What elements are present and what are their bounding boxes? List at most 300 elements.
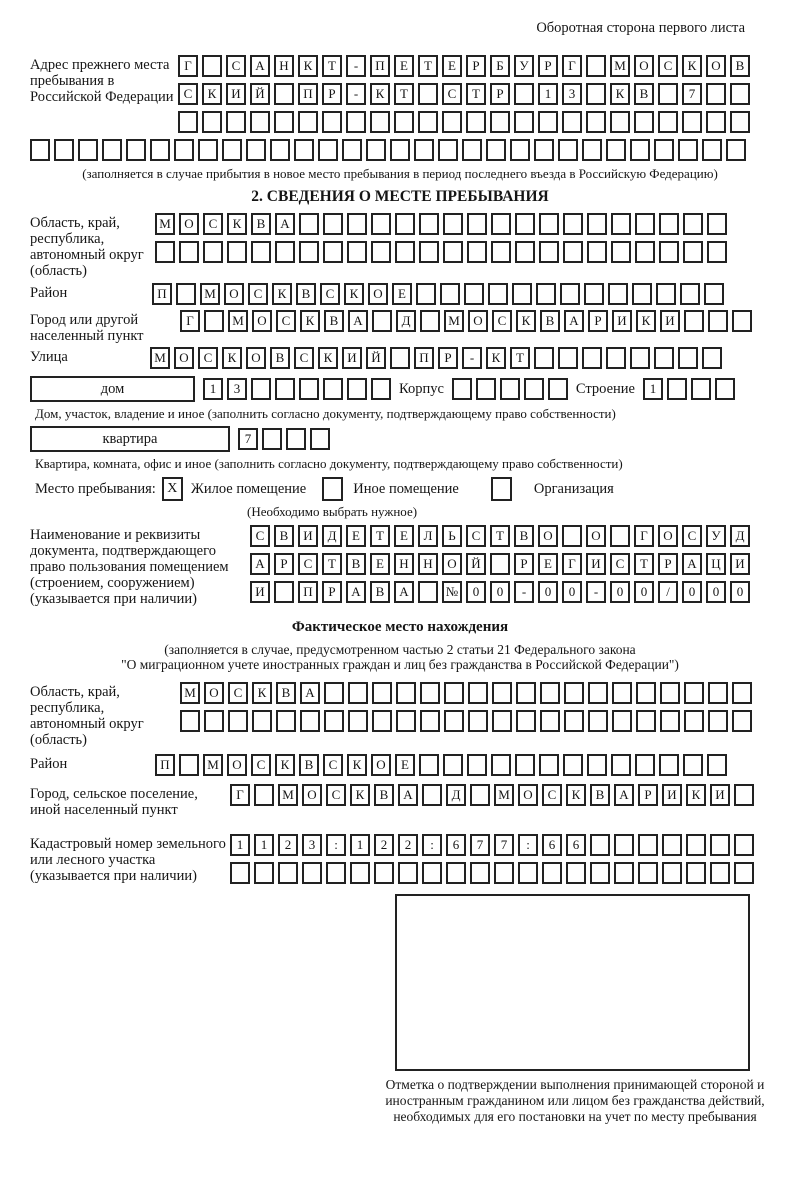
char-cell: Г — [562, 553, 582, 575]
char-cell: В — [270, 347, 290, 369]
char-cell — [262, 428, 282, 450]
char-box-row — [230, 862, 754, 884]
char-cell — [324, 682, 344, 704]
char-cell: К — [344, 283, 364, 305]
char-cell — [610, 525, 630, 547]
char-cell — [286, 428, 306, 450]
char-cell — [658, 111, 678, 133]
char-cell: О — [658, 525, 678, 547]
char-cell: К — [682, 55, 702, 77]
char-cell: О — [204, 682, 224, 704]
char-cell: К — [275, 754, 295, 776]
char-cell: К — [370, 83, 390, 105]
char-cell — [524, 378, 544, 400]
char-cell: Е — [395, 754, 415, 776]
char-box-row — [178, 83, 750, 105]
char-cell: К — [298, 55, 318, 77]
char-cell — [660, 710, 680, 732]
char-cell — [180, 710, 200, 732]
char-cell: С — [320, 283, 340, 305]
char-cell: С — [178, 83, 198, 105]
char-cell — [370, 111, 390, 133]
char-cell — [348, 682, 368, 704]
char-cell — [274, 111, 294, 133]
char-cell — [374, 862, 394, 884]
char-cell: К — [222, 347, 242, 369]
char-cell — [588, 710, 608, 732]
char-cell — [302, 862, 322, 884]
char-cell — [30, 139, 50, 161]
char-cell — [398, 862, 418, 884]
char-box-row — [230, 784, 754, 806]
char-cell — [347, 213, 367, 235]
char-cell — [686, 862, 706, 884]
char-cell: 0 — [610, 581, 630, 603]
char-cell: Й — [466, 553, 486, 575]
char-cell: У — [514, 55, 534, 77]
char-cell: М — [150, 347, 170, 369]
char-cell: Н — [274, 55, 294, 77]
char-cell — [686, 834, 706, 856]
document-rows — [250, 525, 750, 603]
char-cell — [635, 754, 655, 776]
char-cell: 7 — [682, 83, 702, 105]
char-cell — [323, 241, 343, 263]
char-cell — [562, 525, 582, 547]
house-note: Дом, участок, владение и иное (заполнить согласно документу, подтверждающему право собственности) — [35, 406, 616, 421]
char-cell — [659, 241, 679, 263]
char-cell — [254, 862, 274, 884]
char-cell — [730, 83, 750, 105]
option-dwelling-label: Жилое помещение — [190, 480, 307, 497]
char-cell: А — [348, 310, 368, 332]
fact-district-label: Район — [30, 756, 68, 772]
char-cell: А — [564, 310, 584, 332]
char-cell: / — [658, 581, 678, 603]
char-cell: 1 — [203, 378, 223, 400]
char-cell: А — [250, 553, 270, 575]
char-cell — [606, 347, 626, 369]
char-cell — [636, 682, 656, 704]
char-cell — [611, 213, 631, 235]
char-cell: - — [586, 581, 606, 603]
char-cell — [492, 682, 512, 704]
char-cell — [251, 378, 271, 400]
char-cell: 0 — [730, 581, 750, 603]
char-cell — [680, 283, 700, 305]
char-cell — [222, 139, 242, 161]
char-cell — [632, 283, 652, 305]
fact-city-field — [30, 784, 800, 818]
char-cell: К — [300, 310, 320, 332]
char-cell: В — [514, 525, 534, 547]
char-cell — [342, 139, 362, 161]
char-cell: П — [298, 83, 318, 105]
char-cell: М — [180, 682, 200, 704]
char-cell: Т — [322, 55, 342, 77]
char-cell: К — [350, 784, 370, 806]
char-cell — [540, 710, 560, 732]
char-cell: Т — [418, 55, 438, 77]
char-cell — [467, 241, 487, 263]
char-cell — [179, 754, 199, 776]
char-cell — [299, 378, 319, 400]
char-cell — [611, 241, 631, 263]
stay-type-row — [35, 477, 800, 501]
char-cell — [708, 682, 728, 704]
char-cell — [539, 241, 559, 263]
char-cell — [662, 862, 682, 884]
char-cell — [587, 241, 607, 263]
char-cell — [683, 241, 703, 263]
char-cell: Т — [634, 553, 654, 575]
checkbox-organization — [491, 477, 512, 501]
char-cell — [564, 682, 584, 704]
char-cell: 0 — [706, 581, 726, 603]
char-cell — [179, 241, 199, 263]
char-cell: В — [374, 784, 394, 806]
char-cell — [500, 378, 520, 400]
char-cell: М — [278, 784, 298, 806]
char-cell — [440, 283, 460, 305]
char-cell — [614, 862, 634, 884]
char-cell: : — [422, 834, 442, 856]
char-cell — [683, 754, 703, 776]
char-cell — [667, 378, 687, 400]
char-cell — [582, 139, 602, 161]
option-other-premise-label: Иное помещение — [353, 480, 459, 497]
char-cell: С — [251, 754, 271, 776]
char-cell — [155, 241, 175, 263]
char-cell — [274, 83, 294, 105]
char-cell — [563, 213, 583, 235]
char-cell — [691, 378, 711, 400]
fact-region-field — [30, 682, 800, 748]
char-cell: И — [586, 553, 606, 575]
char-cell: Р — [588, 310, 608, 332]
char-cell — [274, 581, 294, 603]
char-cell: А — [346, 581, 366, 603]
char-cell: Г — [180, 310, 200, 332]
char-cell — [54, 139, 74, 161]
char-cell: К — [516, 310, 536, 332]
char-cell — [514, 111, 534, 133]
street-field — [30, 347, 800, 369]
char-cell — [446, 862, 466, 884]
char-cell: К — [636, 310, 656, 332]
char-cell — [708, 310, 728, 332]
char-cell: Е — [392, 283, 412, 305]
char-box-row — [178, 111, 750, 133]
char-cell: В — [276, 682, 296, 704]
stay-type-note: (Необходимо выбрать нужное) — [247, 504, 418, 519]
char-cell — [230, 862, 250, 884]
char-cell — [322, 111, 342, 133]
char-cell: П — [155, 754, 175, 776]
char-cell — [254, 784, 274, 806]
char-cell — [422, 862, 442, 884]
char-cell: - — [346, 55, 366, 77]
char-cell: Г — [634, 525, 654, 547]
char-cell — [538, 111, 558, 133]
cadastral-rows — [230, 834, 754, 884]
char-cell: Е — [346, 525, 366, 547]
char-cell: Ц — [706, 553, 726, 575]
char-cell — [590, 862, 610, 884]
char-cell — [588, 682, 608, 704]
char-cell — [539, 754, 559, 776]
char-cell — [299, 241, 319, 263]
char-cell: К — [566, 784, 586, 806]
actual-location-note1: (заполняется в случае, предусмотренном частью 2 статьи 21 Федерального закона — [164, 642, 636, 657]
char-cell — [323, 213, 343, 235]
char-cell: Л — [418, 525, 438, 547]
char-cell — [372, 710, 392, 732]
char-cell: К — [272, 283, 292, 305]
char-cell: С — [294, 347, 314, 369]
char-cell — [420, 310, 440, 332]
char-cell — [466, 111, 486, 133]
char-cell: В — [274, 525, 294, 547]
char-cell: О — [302, 784, 322, 806]
char-box-row — [180, 310, 752, 332]
char-cell: С — [492, 310, 512, 332]
actual-location-title: Фактическое место нахождения — [291, 619, 509, 635]
char-box-row — [250, 581, 750, 603]
char-cell — [416, 283, 436, 305]
char-cell: О — [224, 283, 244, 305]
char-cell: Б — [490, 55, 510, 77]
char-cell: Н — [418, 553, 438, 575]
char-cell: К — [202, 83, 222, 105]
char-cell — [635, 241, 655, 263]
char-cell — [178, 111, 198, 133]
char-box-row — [230, 834, 754, 856]
char-cell: И — [660, 310, 680, 332]
prev-address-rows — [178, 55, 750, 133]
char-cell — [706, 111, 726, 133]
char-cell: 1 — [254, 834, 274, 856]
char-cell — [654, 347, 674, 369]
char-cell: Р — [490, 83, 510, 105]
char-cell: С — [326, 784, 346, 806]
char-cell: Р — [514, 553, 534, 575]
char-cell — [635, 213, 655, 235]
stamp-area-box — [395, 894, 750, 1071]
char-cell: В — [590, 784, 610, 806]
char-cell: 1 — [350, 834, 370, 856]
char-cell: Р — [438, 347, 458, 369]
checkbox-dwelling: X — [162, 477, 183, 501]
char-cell — [587, 213, 607, 235]
char-cell — [298, 111, 318, 133]
char-cell — [251, 241, 271, 263]
char-cell: 7 — [238, 428, 258, 450]
char-cell — [708, 710, 728, 732]
char-cell — [659, 754, 679, 776]
char-cell: П — [414, 347, 434, 369]
char-cell: С — [226, 55, 246, 77]
char-cell: П — [298, 581, 318, 603]
char-cell: К — [252, 682, 272, 704]
char-cell — [396, 710, 416, 732]
char-cell — [250, 111, 270, 133]
char-cell: : — [518, 834, 538, 856]
char-cell — [734, 784, 754, 806]
char-cell: 2 — [278, 834, 298, 856]
char-cell — [734, 834, 754, 856]
char-cell: Т — [490, 525, 510, 547]
char-cell — [634, 111, 654, 133]
char-cell — [656, 283, 676, 305]
char-cell: П — [152, 283, 172, 305]
char-cell — [683, 213, 703, 235]
document-field — [30, 525, 800, 607]
char-cell — [494, 862, 514, 884]
char-cell — [420, 710, 440, 732]
char-cell: П — [370, 55, 390, 77]
char-cell — [684, 710, 704, 732]
char-cell — [608, 283, 628, 305]
char-cell — [252, 710, 272, 732]
char-cell: В — [299, 754, 319, 776]
char-cell — [612, 710, 632, 732]
char-cell — [566, 862, 586, 884]
char-cell: О — [179, 213, 199, 235]
char-cell — [444, 682, 464, 704]
city-label: Город или другой населенный пункт — [30, 312, 144, 344]
char-cell: Р — [322, 581, 342, 603]
char-cell — [394, 111, 414, 133]
char-cell — [732, 310, 752, 332]
char-cell: О — [706, 55, 726, 77]
char-cell — [539, 213, 559, 235]
char-cell: С — [276, 310, 296, 332]
char-box-row — [150, 347, 722, 369]
char-cell — [476, 378, 496, 400]
char-cell: И — [730, 553, 750, 575]
char-cell: М — [200, 283, 220, 305]
char-cell — [414, 139, 434, 161]
region-field — [30, 213, 800, 279]
char-cell: С — [298, 553, 318, 575]
char-cell — [176, 283, 196, 305]
char-cell: 3 — [562, 83, 582, 105]
char-cell — [638, 862, 658, 884]
char-cell: Т — [466, 83, 486, 105]
char-cell: С — [228, 682, 248, 704]
fact-district-field — [30, 754, 800, 776]
char-cell: Р — [466, 55, 486, 77]
char-cell: К — [610, 83, 630, 105]
house-row — [30, 376, 800, 402]
char-cell — [630, 347, 650, 369]
char-cell — [682, 111, 702, 133]
char-cell — [726, 139, 746, 161]
char-cell: : — [326, 834, 346, 856]
char-cell: Т — [394, 83, 414, 105]
char-cell: О — [252, 310, 272, 332]
char-cell: С — [442, 83, 462, 105]
char-cell — [732, 710, 752, 732]
char-box-row — [155, 754, 727, 776]
char-cell — [418, 581, 438, 603]
char-cell: В — [540, 310, 560, 332]
char-cell — [678, 139, 698, 161]
char-cell — [444, 710, 464, 732]
char-cell: О — [538, 525, 558, 547]
char-box-row — [452, 378, 568, 400]
char-cell — [371, 213, 391, 235]
char-cell: О — [634, 55, 654, 77]
char-cell — [536, 283, 556, 305]
char-cell — [396, 682, 416, 704]
char-cell — [582, 347, 602, 369]
char-cell — [204, 710, 224, 732]
char-cell: О — [518, 784, 538, 806]
char-cell: А — [275, 213, 295, 235]
char-cell: С — [323, 754, 343, 776]
char-cell: И — [710, 784, 730, 806]
korpus-label: Корпус — [399, 381, 444, 397]
char-cell: М — [444, 310, 464, 332]
char-cell: - — [346, 83, 366, 105]
char-cell — [654, 139, 674, 161]
char-cell: О — [442, 553, 462, 575]
char-cell — [638, 834, 658, 856]
char-cell — [462, 139, 482, 161]
cadastral-label: Кадастровый номер земельного или лесного участка (указывается при наличии) — [30, 836, 226, 884]
char-cell — [707, 754, 727, 776]
char-cell: М — [228, 310, 248, 332]
region-label: Область, край, республика, автономный округ (область) — [30, 215, 144, 279]
char-cell: Т — [370, 525, 390, 547]
char-cell: 7 — [494, 834, 514, 856]
char-cell — [198, 139, 218, 161]
stay-type-label: Место пребывания: — [35, 480, 156, 497]
char-cell — [707, 241, 727, 263]
char-cell: С — [248, 283, 268, 305]
char-cell — [611, 754, 631, 776]
char-cell: 6 — [446, 834, 466, 856]
char-cell — [227, 241, 247, 263]
char-cell: С — [203, 213, 223, 235]
char-cell — [710, 834, 730, 856]
city-field — [30, 310, 800, 344]
char-cell: К — [486, 347, 506, 369]
checkbox-other-premise — [322, 477, 343, 501]
char-cell — [371, 378, 391, 400]
char-cell: 6 — [566, 834, 586, 856]
apartment-note: Квартира, комната, офис и иное (заполнить согласно документу, подтверждающему право собственности) — [35, 456, 623, 471]
char-cell: М — [494, 784, 514, 806]
char-cell — [226, 111, 246, 133]
char-cell: Й — [366, 347, 386, 369]
char-cell: С — [250, 525, 270, 547]
char-cell — [419, 754, 439, 776]
char-cell: Т — [510, 347, 530, 369]
document-label: Наименование и реквизиты документа, подтверждающего право пользования помещением (строением, сооружением) (указывается при наличии) — [30, 527, 229, 607]
char-box-row — [643, 378, 735, 400]
char-cell — [294, 139, 314, 161]
char-cell: 2 — [398, 834, 418, 856]
char-cell — [372, 310, 392, 332]
char-cell: 6 — [542, 834, 562, 856]
fact-city-label: Город, сельское поселение, иной населенный пункт — [30, 786, 198, 818]
char-cell — [563, 754, 583, 776]
char-box-row — [155, 213, 727, 235]
char-cell — [707, 213, 727, 235]
